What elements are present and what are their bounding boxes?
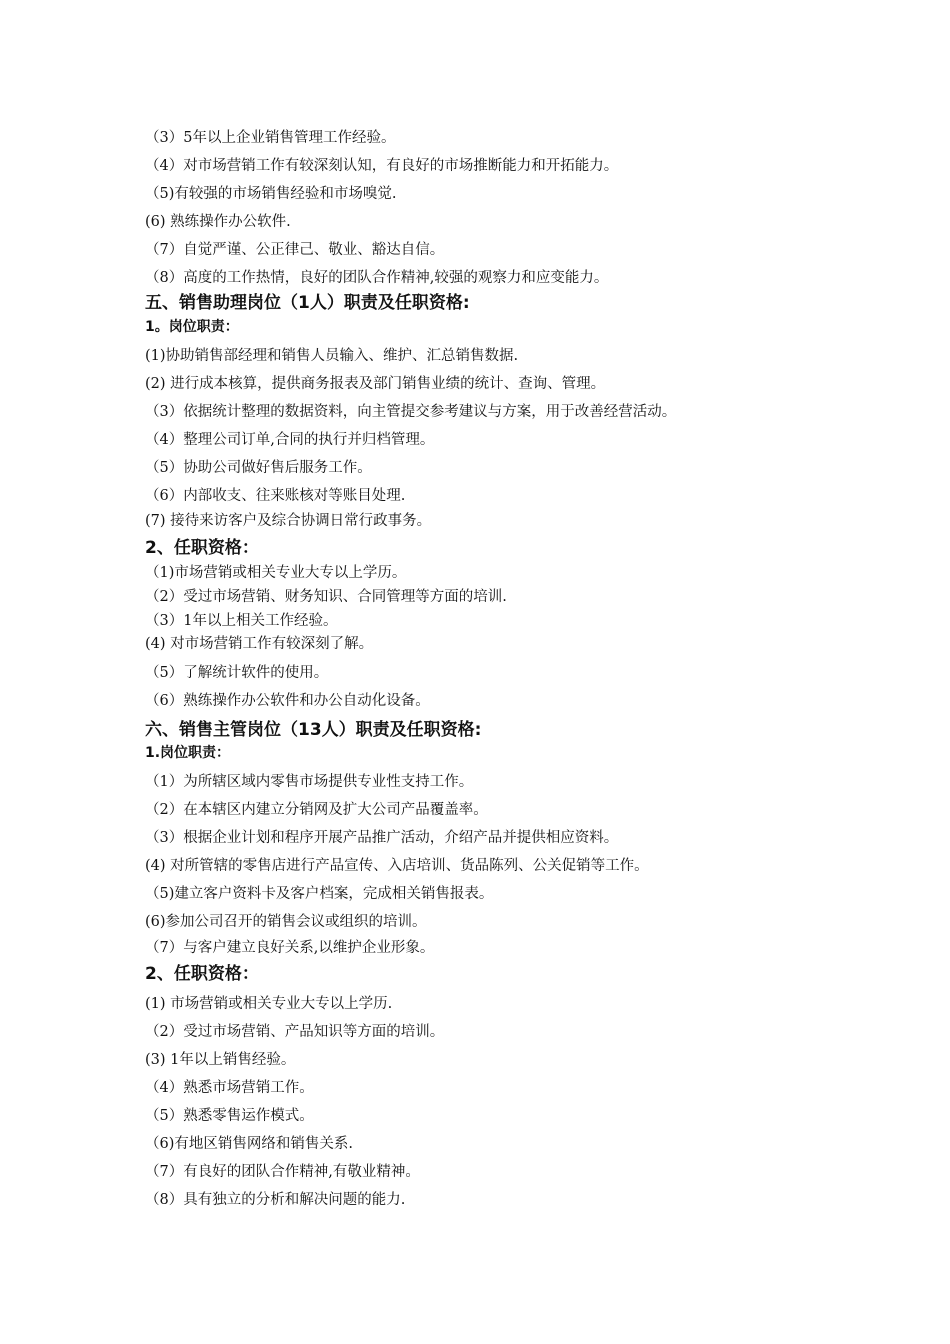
duty-item: (4) 对所管辖的零售店进行产品宣传、入店培训、货品陈列、公关促销等工作。 (145, 858, 649, 874)
duty-item: (1)协助销售部经理和销售人员输入、维护、汇总销售数据. (145, 348, 519, 364)
duty-item: (6)参加公司召开的销售会议或组织的培训。 (145, 914, 427, 930)
requirement-item: （7）有良好的团队合作精神,有敬业精神。 (145, 1164, 420, 1180)
duty-item: （6）内部收支、往来账核对等账目处理. (145, 488, 406, 504)
duty-item: (2) 进行成本核算，提供商务报表及部门销售业绩的统计、查询、管理。 (145, 376, 606, 392)
subsection-heading: 1。岗位职责： (145, 319, 239, 335)
duty-item: (7) 接待来访客户及综合协调日常行政事务。 (145, 513, 432, 529)
requirement-item: （8）具有独立的分析和解决问题的能力. (145, 1192, 406, 1208)
requirement-item: (4) 对市场营销工作有较深刻了解。 (145, 636, 374, 652)
requirement-item: （8）高度的工作热情，良好的团队合作精神,较强的观察力和应变能力。 (145, 270, 609, 286)
requirement-item: （5）了解统计软件的使用。 (145, 665, 329, 681)
requirement-item: （4）对市场营销工作有较深刻认知，有良好的市场推断能力和开拓能力。 (145, 158, 619, 174)
duty-item: （7）与客户建立良好关系,以维护企业形象。 (145, 940, 435, 956)
requirement-item: （5）熟悉零售运作模式。 (145, 1108, 314, 1124)
subsection-heading: 2、任职资格： (145, 538, 259, 558)
subsection-heading: 2、任职资格： (145, 964, 259, 984)
requirement-item: (6) 熟练操作办公软件. (145, 214, 291, 230)
requirement-item: （6）熟练操作办公软件和办公自动化设备。 (145, 693, 430, 709)
duty-item: （2）在本辖区内建立分销网及扩大公司产品覆盖率。 (145, 802, 488, 818)
duty-item: （5）协助公司做好售后服务工作。 (145, 460, 372, 476)
requirement-item: (1) 市场营销或相关专业大专以上学历. (145, 996, 393, 1012)
duty-item: （1）为所辖区域内零售市场提供专业性支持工作。 (145, 774, 474, 790)
section-title: 五、销售助理岗位（1人）职责及任职资格: (145, 293, 470, 313)
section-title: 六、销售主管岗位（13人）职责及任职资格: (145, 720, 482, 740)
duty-item: （3）根据企业计划和程序开展产品推广活动，介绍产品并提供相应资料。 (145, 830, 619, 846)
duty-item: （3）依据统计整理的数据资料，向主管提交参考建议与方案，用于改善经营活动。 (145, 404, 677, 420)
requirement-item: （6)有地区销售网络和销售关系. (145, 1136, 353, 1152)
requirement-item: （3）1年以上相关工作经验。 (145, 613, 338, 629)
requirement-item: （2）受过市场营销、财务知识、合同管理等方面的培训. (145, 589, 507, 605)
subsection-heading: 1.岗位职责： (145, 745, 231, 761)
requirement-item: （1)市场营销或相关专业大专以上学历。 (145, 565, 407, 581)
requirement-item: (3) 1年以上销售经验。 (145, 1052, 296, 1068)
duty-item: （4）整理公司订单,合同的执行并归档管理。 (145, 432, 435, 448)
requirement-item: （5)有较强的市场销售经验和市场嗅觉. (145, 186, 397, 202)
requirement-item: （3）5年以上企业销售管理工作经验。 (145, 130, 396, 146)
requirement-item: （7）自觉严谨、公正律己、敬业、豁达自信。 (145, 242, 445, 258)
duty-item: （5)建立客户资料卡及客户档案，完成相关销售报表。 (145, 886, 494, 902)
requirement-item: （4）熟悉市场营销工作。 (145, 1080, 314, 1096)
requirement-item: （2）受过市场营销、产品知识等方面的培训。 (145, 1024, 445, 1040)
